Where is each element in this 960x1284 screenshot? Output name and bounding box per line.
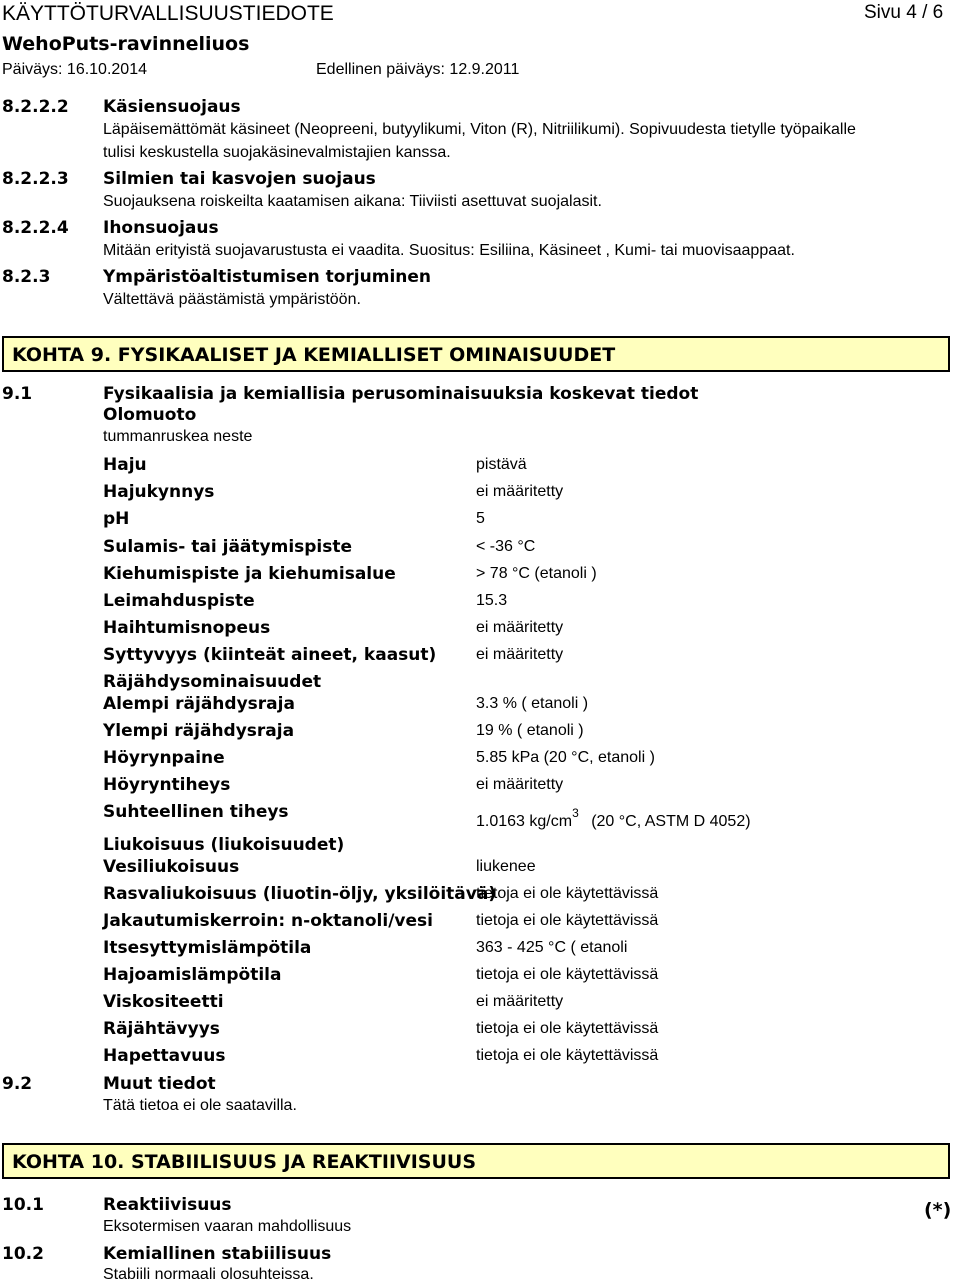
property-value: tietoja ei ole käytettävissä — [476, 966, 659, 983]
property-value: > 78 °C (etanoli ) — [476, 565, 597, 582]
section-number: 10.1 — [2, 1195, 44, 1215]
skin-protection-title: Ihonsuojaus — [103, 218, 219, 238]
appearance-value: tummanruskea neste — [103, 428, 253, 445]
property-label: Haihtumisnopeus — [103, 618, 271, 638]
property-label: Rasvaliukoisuus (liuotin-öljy, yksilöitävä) — [103, 884, 497, 904]
section-number: 9.2 — [2, 1074, 33, 1094]
issue-date: Päiväys: 16.10.2014 — [2, 61, 147, 78]
property-label: Leimahduspiste — [103, 591, 255, 611]
property-label: Syttyvyys (kiinteät aineet, kaasut) — [103, 645, 437, 665]
property-value: 5 — [476, 510, 485, 527]
reactivity-title: Reaktiivisuus — [103, 1195, 232, 1215]
chemical-stability-title: Kemiallinen stabiilisuus — [103, 1244, 332, 1264]
relative-density-exponent: 3 — [572, 806, 579, 820]
section-number: 8.2.3 — [2, 267, 51, 287]
property-label: Viskositeetti — [103, 992, 224, 1012]
property-value: 3.3 % ( etanoli ) — [476, 695, 589, 712]
section-number: 8.2.2.2 — [2, 97, 69, 117]
property-value: 363 - 425 °C ( etanoli — [476, 939, 628, 956]
property-value: ei määritetty — [476, 619, 564, 636]
section-number: 9.1 — [2, 384, 33, 404]
eye-protection-title: Silmien tai kasvojen suojaus — [103, 169, 376, 189]
environmental-exposure-text: Vältettävä päästämistä ympäristöön. — [103, 291, 361, 308]
property-label: Hajoamislämpötila — [103, 965, 282, 985]
skin-protection-text: Mitään erityistä suojavarustusta ei vaadita. Suositus: Esiliina, Käsineet , Kumi- tai muovisaappaat. — [103, 242, 795, 259]
property-value: ei määritetty — [476, 646, 564, 663]
document-title: KÄYTTÖTURVALLISUUSTIEDOTE — [2, 2, 334, 25]
property-label: Höyrynpaine — [103, 748, 225, 768]
section-number: 8.2.2.3 — [2, 169, 69, 189]
property-value — [476, 806, 751, 831]
relative-density-value: 1.0163 kg/cm — [476, 813, 573, 830]
property-label: Vesiliukoisuus — [103, 857, 240, 877]
property-label: Haju — [103, 455, 147, 475]
solubility-label: Liukoisuus (liukoisuudet) — [103, 835, 345, 855]
other-information-title: Muut tiedot — [103, 1074, 216, 1094]
property-value: 15.3 — [476, 592, 508, 609]
property-value: tietoja ei ole käytettävissä — [476, 912, 659, 929]
page-number: Sivu 4 / 6 — [864, 2, 944, 23]
property-value: tietoja ei ole käytettävissä — [476, 1020, 659, 1037]
property-value: 5.85 kPa (20 °C, etanoli ) — [476, 749, 655, 766]
eye-protection-text: Suojauksena roiskeilta kaatamisen aikana: Tiiviisti asettuvat suojalasit. — [103, 193, 602, 210]
property-label: Alempi räjähdysraja — [103, 694, 295, 714]
hand-protection-title: Käsiensuojaus — [103, 97, 241, 117]
property-value: < -36 °C — [476, 538, 536, 555]
previous-date: Edellinen päiväys: 12.9.2011 — [316, 61, 520, 78]
product-name: WehoPuts-ravinneliuos — [2, 33, 250, 55]
relative-density-conditions: (20 °C, ASTM D 4052) — [591, 813, 751, 830]
property-value: ei määritetty — [476, 483, 564, 500]
appearance-label: Olomuoto — [103, 405, 197, 425]
property-value: pistävä — [476, 456, 527, 473]
property-label: Höyryntiheys — [103, 775, 231, 795]
property-label: Sulamis- tai jäätymispiste — [103, 537, 353, 557]
revision-marker: (*) — [924, 1199, 952, 1221]
property-label: Itsesyttymislämpötila — [103, 938, 312, 958]
property-value: tietoja ei ole käytettävissä — [476, 1047, 659, 1064]
properties-title: Fysikaalisia ja kemiallisia perusominaisuuksia koskevat tiedot — [103, 384, 699, 404]
section-number: 8.2.2.4 — [2, 218, 69, 238]
environmental-exposure-title: Ympäristöaltistumisen torjuminen — [103, 267, 432, 287]
property-label: Jakautumiskerroin: n-oktanoli/vesi — [103, 911, 433, 931]
property-label: pH — [103, 509, 130, 529]
property-label: Suhteellinen tiheys — [103, 802, 289, 822]
property-value: 19 % ( etanoli ) — [476, 722, 584, 739]
property-value: tietoja ei ole käytettävissä — [476, 885, 659, 902]
other-information-text: Tätä tietoa ei ole saatavilla. — [103, 1097, 297, 1114]
property-label: Ylempi räjähdysraja — [103, 721, 295, 741]
section-10-heading-text: KOHTA 10. STABIILISUUS JA REAKTIIVISUUS — [12, 1151, 477, 1173]
section-10-heading — [2, 1143, 950, 1179]
property-label: Räjähtävyys — [103, 1019, 220, 1039]
property-label: Hajukynnys — [103, 482, 215, 502]
section-number: 10.2 — [2, 1244, 44, 1264]
property-label: Kiehumispiste ja kiehumisalue — [103, 564, 396, 584]
hand-protection-text: tulisi keskustella suojakäsinevalmistajien kanssa. — [103, 144, 451, 161]
chemical-stability-text: Stabiili normaali olosuhteissa. — [103, 1266, 314, 1283]
property-value: ei määritetty — [476, 993, 564, 1010]
section-9-heading — [2, 336, 950, 372]
explosive-properties-label: Räjähdysominaisuudet — [103, 672, 322, 692]
property-value: ei määritetty — [476, 776, 564, 793]
property-value: liukenee — [476, 858, 536, 875]
reactivity-text: Eksotermisen vaaran mahdollisuus — [103, 1218, 352, 1235]
section-9-heading-text: KOHTA 9. FYSIKAALISET JA KEMIALLISET OMINAISUUDET — [12, 344, 616, 366]
hand-protection-text: Läpäisemättömät käsineet (Neopreeni, butyylikumi, Viton (R), Nitriilikumi). Sopivuudesta tietylle työpaikalle — [103, 121, 856, 138]
property-label: Hapettavuus — [103, 1046, 226, 1066]
